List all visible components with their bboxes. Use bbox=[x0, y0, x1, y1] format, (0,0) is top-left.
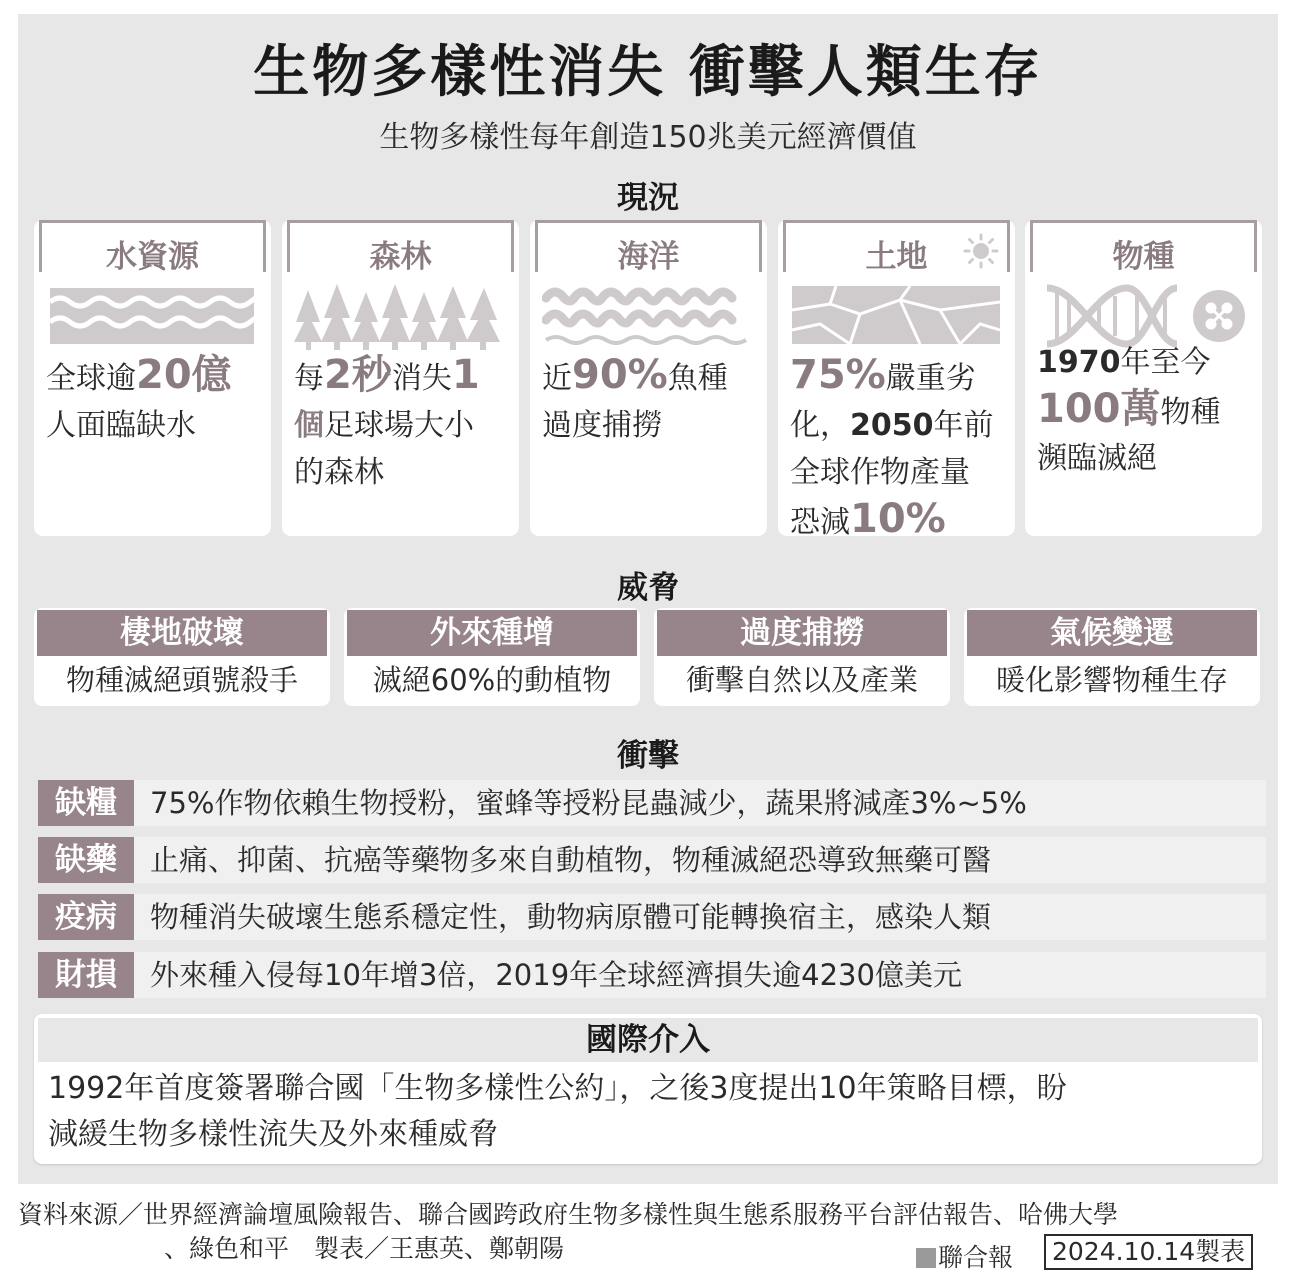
intervention-heading: 國際介入 bbox=[38, 1018, 1258, 1062]
page-subtitle: 生物多樣性每年創造150兆美元經濟價值 bbox=[379, 120, 917, 155]
threat-desc: 衝擊自然以及產業 bbox=[685, 663, 918, 697]
threat-climate bbox=[964, 608, 1260, 706]
impact-row-disease bbox=[38, 894, 1266, 940]
threat-habitat bbox=[34, 608, 330, 706]
card-title: 土地 bbox=[865, 239, 928, 275]
sun-icon bbox=[963, 233, 999, 269]
card-text: 75%嚴重劣 化，2050年前 全球作物產量 恐減10% bbox=[790, 352, 994, 542]
impacts-heading: 衝擊 bbox=[617, 738, 679, 774]
status-card-ocean bbox=[530, 220, 767, 536]
status-card-species bbox=[1025, 220, 1262, 536]
threat-title: 過度捕撈 bbox=[657, 610, 947, 656]
card-header bbox=[535, 220, 762, 275]
impact-row-food bbox=[38, 780, 1266, 826]
cracked-earth-icon bbox=[790, 280, 1002, 352]
threat-desc: 物種滅絕頭號殺手 bbox=[65, 663, 298, 697]
threat-desc: 暖化影響物種生存 bbox=[995, 663, 1228, 697]
impact-tag: 財損 bbox=[38, 952, 134, 998]
source-credits: 資料來源／世界經濟論壇風險報告、聯合國跨政府生物多樣性與生態系服務平台評估報告、哈佛大學 、綠色和平 製表／王惠英、鄭朝陽 bbox=[18, 1200, 1119, 1263]
publish-date: 2024.10.14製表 bbox=[1044, 1234, 1253, 1270]
threat-title: 棲地破壞 bbox=[37, 610, 327, 656]
impact-text: 外來種入侵每10年增3倍，2019年全球經濟損失逾4230億美元 bbox=[134, 952, 1266, 998]
card-text: 1970年至今 100萬物種 瀕臨滅絕 bbox=[1037, 345, 1221, 476]
impact-text: 75%作物依賴生物授粉，蜜蜂等授粉昆蟲減少，蔬果將減產3%~5% bbox=[134, 780, 1266, 826]
intervention-box bbox=[34, 1014, 1262, 1164]
card-title: 森林 bbox=[369, 239, 432, 275]
threat-invasive bbox=[344, 608, 640, 706]
water-waves-icon bbox=[46, 280, 258, 352]
card-text: 近90%魚種 過度捕撈 bbox=[542, 352, 728, 443]
card-header bbox=[783, 220, 1010, 275]
threats-heading: 威脅 bbox=[617, 570, 679, 606]
card-title: 水資源 bbox=[106, 239, 199, 275]
threat-title: 外來種增 bbox=[347, 610, 637, 656]
impact-text: 物種消失破壞生態系穩定性，動物病原體可能轉換宿主，感染人類 bbox=[134, 894, 1266, 940]
ocean-waves-icon bbox=[542, 280, 754, 352]
impact-row-medicine bbox=[38, 837, 1266, 883]
card-title: 海洋 bbox=[617, 239, 680, 275]
card-title: 物種 bbox=[1112, 239, 1175, 275]
threat-desc: 滅絕60%的動植物 bbox=[372, 663, 612, 697]
card-text: 每2秒消失1 個足球場大小 的森林 bbox=[294, 352, 480, 490]
forest-trees-icon bbox=[294, 280, 506, 352]
status-card-forest bbox=[282, 220, 519, 536]
card-header bbox=[287, 220, 514, 275]
intervention-text: 1992年首度簽署聯合國「生物多樣性公約」，之後3度提出10年策略目標，盼 減緩生物多樣性流失及外來種威脅 bbox=[48, 1071, 1067, 1152]
impact-row-economic bbox=[38, 952, 1266, 998]
page-title: 生物多樣性消失 衝擊人類生存 bbox=[253, 40, 1043, 105]
threat-overfishing bbox=[654, 608, 950, 706]
threat-title: 氣候變遷 bbox=[967, 610, 1257, 656]
impact-tag: 疫病 bbox=[38, 894, 134, 940]
status-card-water bbox=[34, 220, 271, 536]
card-header bbox=[1030, 220, 1257, 275]
status-heading: 現況 bbox=[617, 180, 679, 216]
card-header bbox=[39, 220, 266, 275]
impact-tag: 缺藥 bbox=[38, 837, 134, 883]
status-card-land bbox=[778, 220, 1015, 542]
card-text: 全球逾20億 人面臨缺水 bbox=[46, 352, 232, 443]
publisher-brand: 聯合報 bbox=[916, 1238, 1013, 1274]
brand-square-icon bbox=[916, 1248, 936, 1268]
impact-tag: 缺糧 bbox=[38, 780, 134, 826]
impact-text: 止痛、抑菌、抗癌等藥物多來自動植物，物種滅絕恐導致無藥可醫 bbox=[134, 837, 1266, 883]
